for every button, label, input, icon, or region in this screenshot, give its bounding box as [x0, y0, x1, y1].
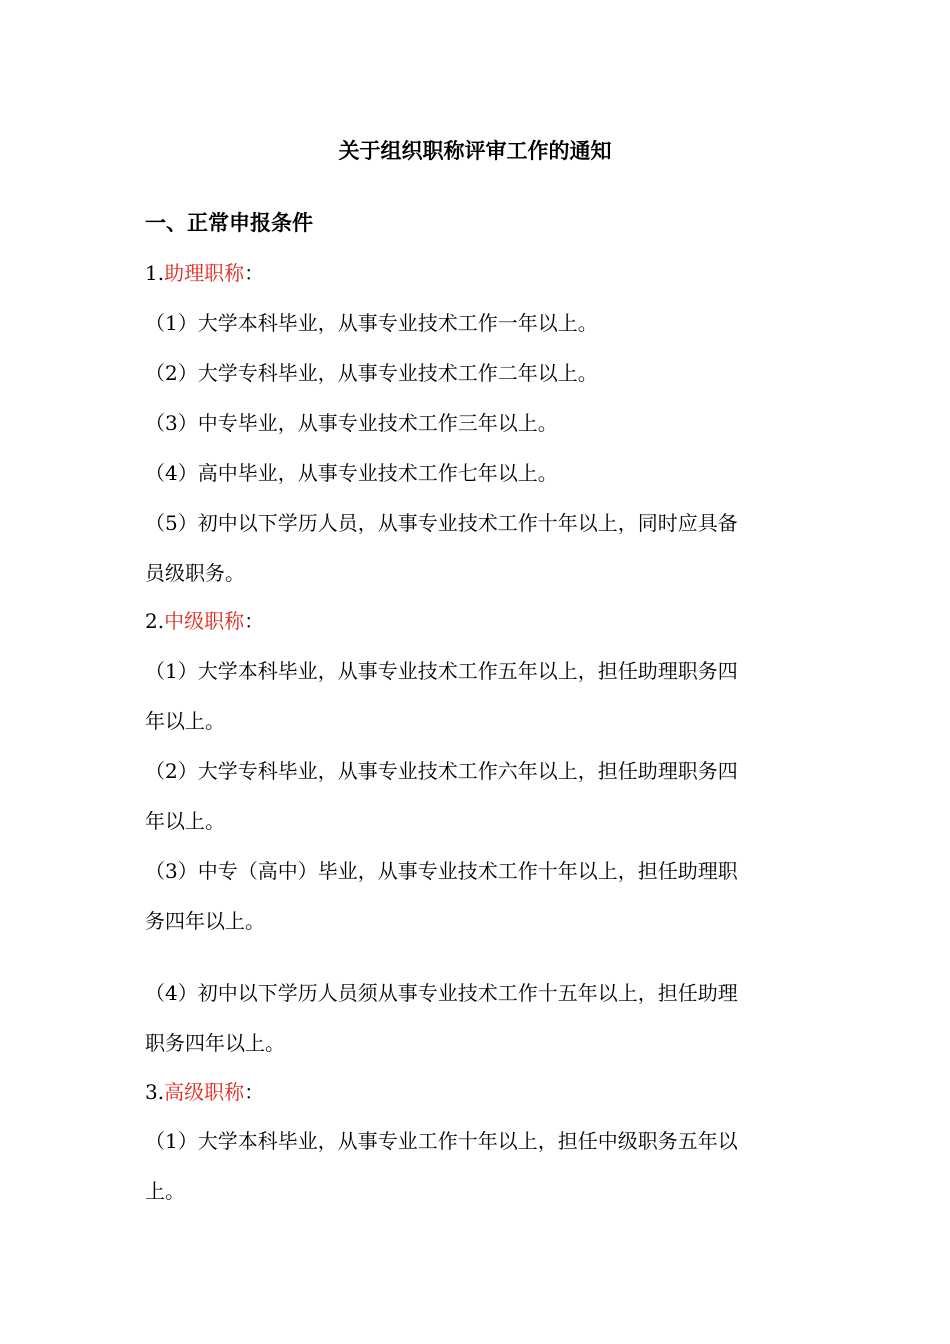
- paragraph-line: （1）大学本科毕业，从事专业技术工作一年以上。: [145, 311, 598, 335]
- category-label: 中级职称: [164, 609, 245, 633]
- paragraph-line: （1）大学本科毕业，从事专业技术工作五年以上，担任助理职务四: [145, 659, 738, 683]
- paragraph-line: （5）初中以下学历人员，从事专业技术工作十年以上，同时应具备: [145, 511, 738, 535]
- category-heading-intermediate: [145, 606, 805, 636]
- category-colon: ：: [244, 609, 265, 633]
- paragraph-line: 年以上。: [145, 709, 225, 733]
- section-heading: 一、正常申报条件: [145, 211, 313, 235]
- paragraph-line: （4）初中以下学历人员须从事专业技术工作十五年以上，担任助理: [145, 981, 738, 1005]
- category-colon: ：: [244, 261, 265, 285]
- category-number: 2.: [145, 609, 165, 633]
- paragraph-line: 上。: [145, 1179, 185, 1203]
- document-title: 关于组织职称评审工作的通知: [338, 139, 612, 163]
- category-heading-senior: [145, 1077, 805, 1107]
- paragraph-line: 职务四年以上。: [145, 1031, 285, 1055]
- category-label: 助理职称: [164, 261, 245, 285]
- category-heading-assistant: [145, 258, 805, 288]
- paragraph-line: （3）中专（高中）毕业，从事专业技术工作十年以上，担任助理职: [145, 859, 738, 883]
- category-number: 1.: [145, 261, 165, 285]
- paragraph-line: （1）大学本科毕业，从事专业工作十年以上，担任中级职务五年以: [145, 1129, 738, 1153]
- paragraph-line: 务四年以上。: [145, 909, 265, 933]
- category-colon: ：: [244, 1080, 265, 1104]
- paragraph-line: （3）中专毕业，从事专业技术工作三年以上。: [145, 411, 558, 435]
- paragraph-line: （4）高中毕业，从事专业技术工作七年以上。: [145, 461, 558, 485]
- paragraph-line: （2）大学专科毕业，从事专业技术工作二年以上。: [145, 361, 598, 385]
- paragraph-line: 员级职务。: [145, 561, 245, 585]
- category-number: 3.: [145, 1080, 165, 1104]
- paragraph-line: （2）大学专科毕业，从事专业技术工作六年以上，担任助理职务四: [145, 759, 738, 783]
- paragraph-line: 年以上。: [145, 809, 225, 833]
- category-label: 高级职称: [164, 1080, 245, 1104]
